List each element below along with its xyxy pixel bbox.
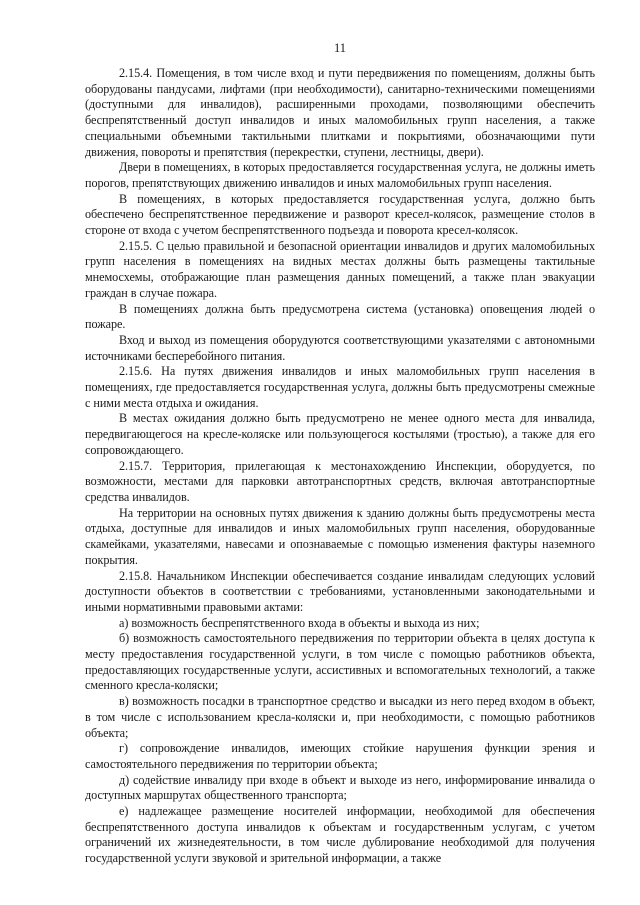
list-item-v: в) возможность посадки в транспортное средство и высадки из него перед входом в объект, в том числе с использованием кресла-коляски и, при необходимости, с помощью работников объекта;	[85, 694, 595, 740]
list-item-b: б) возможность самостоятельного передвижения по территории объекта в целях доступа к месту предоставления государственной услуги, в том числе с помощью работников объекта, предоставляющих государственные услуги, ассистивных и вспомогательных технологий, а также сменного кресла-коляски;	[85, 631, 595, 693]
paragraph-waiting-places: В местах ожидания должно быть предусмотрено не менее одного места для инвалида, передвигающегося на кресле-коляске или пользующегося костылями (тростью), а также для его сопровождающего.	[85, 411, 595, 457]
paragraph-fire-alert: В помещениях должна быть предусмотрена система (установка) оповещения людей о пожаре.	[85, 301, 595, 332]
paragraph-wheelchair-movement: В помещениях, в которых предоставляется государственная услуга, должно быть обеспечено беспрепятственное передвижение и разворот кресел-колясок, размещение столов в стороне от входа с учетом беспрепятственного подъезда и поворота кресел-колясок.	[85, 191, 595, 238]
document-page	[85, 40, 595, 867]
list-item-a: а) возможность беспрепятственного входа в объекты и выхода из них;	[119, 615, 480, 630]
paragraph-rest-places: На территории на основных путях движения к зданию должны быть предусмотрены места отдыха, доступные для инвалидов и иных маломобильных групп населения, оборудованные скамейками, указателями, навесами и опознаваемые с помощью изменения фактуры наземного покрытия.	[85, 505, 595, 567]
paragraph-2-15-8: 2.15.8. Начальником Инспекции обеспечивается создание инвалидам следующих условий доступности объектов в соответствии с требованиями, установленными законодательными и иными нормативными правовыми актами:	[85, 568, 595, 614]
list-item-e: е) надлежащее размещение носителей информации, необходимой для обеспечения беспрепятственного доступа инвалидов к объектам и государственным услугам, с учетом ограничений их жизнедеятельности, в том числе дублирование необходимой для получения государственной услуги звуковой и зрительной информации, а также	[85, 804, 595, 866]
paragraph-2-15-4: 2.15.4. Помещения, в том числе вход и пути передвижения по помещениям, должны быть оборудованы пандусами, лифтами (при необходимости), санитарно-техническими помещениями (доступными для инвалидов), расширенными проходами, позволяющими обеспечить беспрепятственный доступ инвалидов и иных маломобильных групп населения, а также специальными объемными тактильными плитками и покрытиями, обозначающими пути движения, повороты и препятствия (перекрестки, ступени, лестницы, двери).	[85, 66, 595, 159]
paragraph-entrance-signs: Вход и выход из помещения оборудуются соответствующими указателями с автономными источниками бесперебойного питания.	[85, 332, 595, 363]
list-item-g: г) сопровождение инвалидов, имеющих стойкие нарушения функции зрения и самостоятельного передвижения по территории объекта;	[85, 741, 595, 771]
paragraph-2-15-5: 2.15.5. С целью правильной и безопасной ориентации инвалидов и других маломобильных групп населения в помещениях на видных местах должны быть размещены тактильные мнемосхемы, отображающие план размещения данных помещений, а также план эвакуации граждан в случае пожара.	[85, 238, 595, 300]
page-number: 11	[333, 41, 347, 55]
list-item-d: д) содействие инвалиду при входе в объект и выходе из него, информирование инвалида о доступных маршрутах общественного транспорта;	[85, 772, 595, 803]
paragraph-doors: Двери в помещениях, в которых предоставляется государственная услуга, не должны иметь порогов, препятствующих движению инвалидов и иных маломобильных групп населения.	[85, 160, 595, 190]
paragraph-2-15-7: 2.15.7. Территория, прилегающая к местонахождению Инспекции, оборудуется, по возможности, местами для парковки автотранспортных средств, включая автотранспортные средства инвалидов.	[85, 458, 595, 504]
paragraph-2-15-6: 2.15.6. На путях движения инвалидов и иных маломобильных групп населения в помещениях, где предоставляется государственная услуга, должны быть предусмотрены смежные с ними места отдыха и ожидания.	[85, 364, 595, 410]
